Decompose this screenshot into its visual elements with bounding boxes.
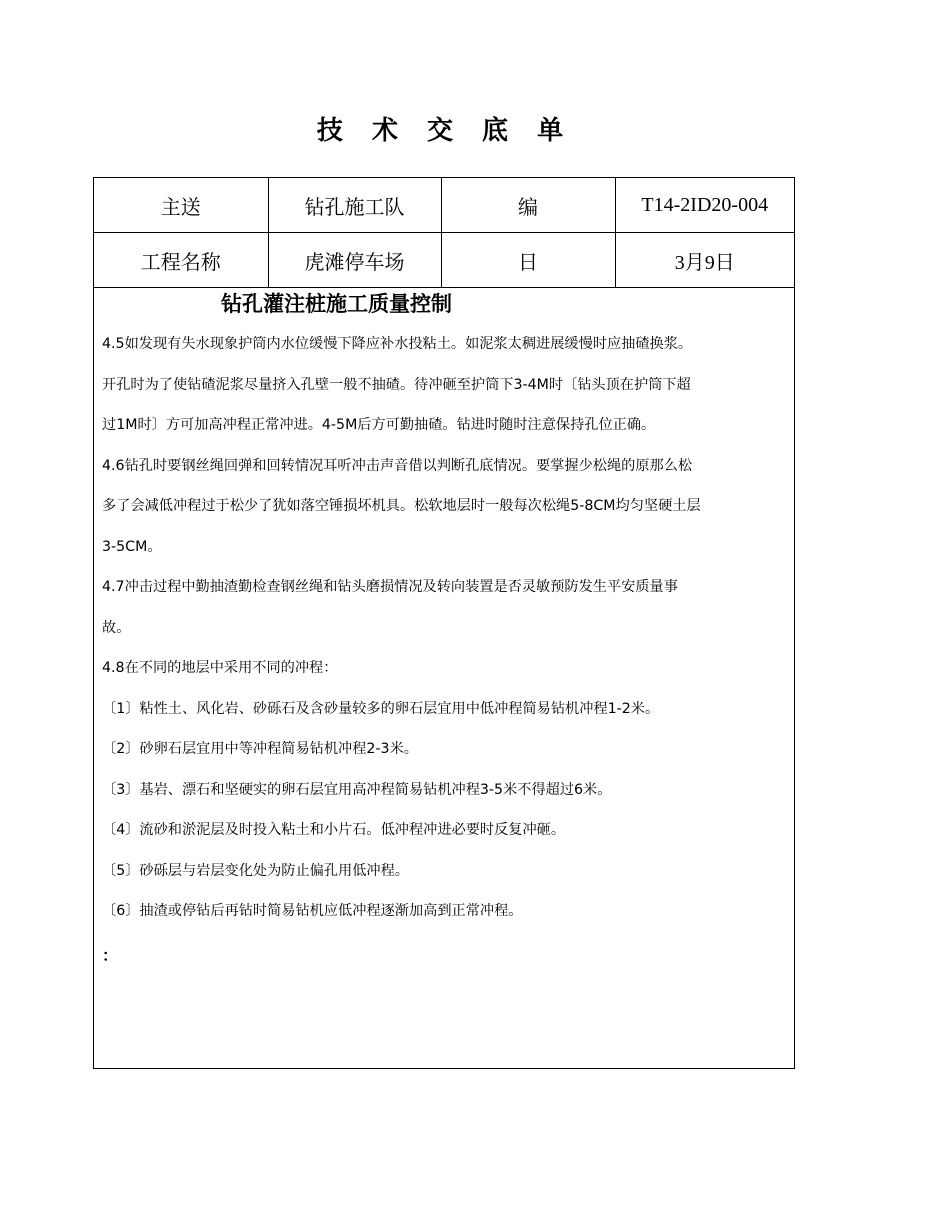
content-line: 4.8在不同的地层中采用不同的冲程： (102, 660, 338, 676)
header-row-project (94, 233, 794, 288)
content-line: 故。 (102, 619, 131, 636)
date-value: 3月9日 (615, 233, 794, 288)
content-lines (102, 324, 790, 932)
content-line: 3-5CM。 (102, 538, 162, 555)
content-line: 〔4〕流砂和淤泥层及时投入粘土和小片石。低冲程冲进必要时反复冲砸。 (102, 822, 566, 838)
content-line: 〔3〕基岩、漂石和坚硬实的卵石层宜用高冲程简易钻机冲程3-5米不得超过6米。 (102, 781, 612, 798)
content-line: 过1M时〕方可加高冲程正常冲进。4-5M后方可勤抽碴。钻进时随时注意保持孔位正确。 (102, 417, 656, 433)
document-title: 技 术 交 底 单 (316, 116, 574, 146)
recipient-value: 钻孔施工队 (268, 178, 441, 233)
header-table (94, 178, 794, 288)
content-line: 开孔时为了使钻碴泥浆尽量挤入孔壁一般不抽碴。待冲砸至护筒下3-4M时〔钻头顶在护筒下超 (102, 376, 691, 393)
content-line: 4.7冲击过程中勤抽渣勤检查钢丝绳和钻头磨损情况及转向装置是否灵敏预防发生平安质量事 (102, 579, 678, 595)
trailing-colon: ： (102, 946, 119, 965)
content-line: 〔2〕砂卵石层宜用中等冲程简易钻机冲程2-3米。 (102, 741, 418, 757)
number-value: T14-2ID20-004 (615, 178, 794, 233)
content-line: 〔1〕粘性土、风化岩、砂砾石及含砂量较多的卵石层宜用中低冲程简易钻机冲程1-2米。 (102, 700, 660, 717)
project-name-label: 工程名称 (94, 233, 268, 288)
content-line: 多了会减低冲程过于松少了犹如落空锤损坏机具。松软地层时一般每次松绳5-8CM均匀坚硬土层 (102, 498, 701, 514)
disclosure-form (93, 177, 795, 1069)
content-line: 4.6钻孔时要钢丝绳回弹和回转情况耳听冲击声音借以判断孔底情况。要掌握少松绳的原那么松 (102, 457, 693, 474)
recipient-label: 主送 (94, 178, 268, 233)
project-name-value: 虎滩停车场 (268, 233, 441, 288)
header-row-recipient (94, 178, 794, 233)
date-label: 日 (441, 233, 615, 288)
content-line: 4.5如发现有失水现象护筒内水位缓慢下降应补水投粘土。如泥浆太稠进展缓慢时应抽碴换浆。 (102, 336, 693, 352)
number-label: 编 (441, 178, 615, 233)
content-line: 〔6〕抽渣或停钻后再钻时简易钻机应低冲程逐渐加高到正常冲程。 (102, 903, 523, 919)
content-line: 〔5〕砂砾层与岩层变化处为防止偏孔用低冲程。 (102, 862, 409, 879)
section-heading: 钻孔灌注桩施工质量控制 (221, 292, 452, 316)
